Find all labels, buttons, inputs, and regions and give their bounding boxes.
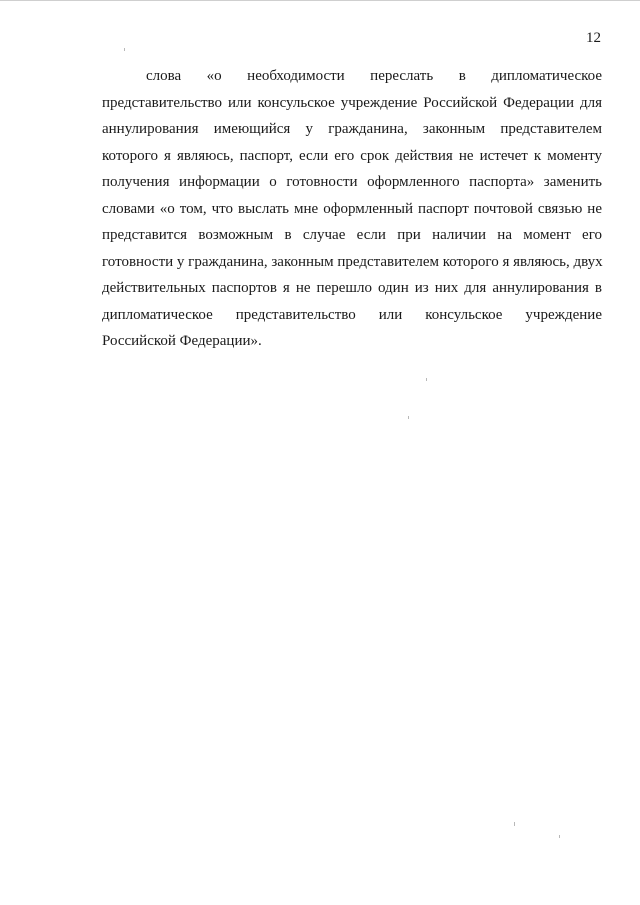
paragraph-line-5: получения информации о готовности оформленного паспорта» заменить <box>102 174 602 190</box>
paragraph-line-4: которого я являюсь, паспорт, если его срок действия не истечет к моменту <box>102 147 602 164</box>
page-number: 12 <box>586 30 601 46</box>
paragraph-line-7: представится возможным в случае если при наличии на момент его <box>102 227 602 243</box>
scan-speck <box>124 48 125 51</box>
body-paragraph <box>102 63 602 355</box>
paragraph-line-9: действительных паспортов я не перешло один из них для аннулирования в <box>102 280 602 296</box>
paragraph-line-2: представительство или консульское учреждение Российской Федерации для <box>102 94 602 111</box>
scan-speck <box>408 416 409 419</box>
page-top-edge <box>0 0 640 1</box>
paragraph-line-1: слова «о необходимости переслать в дипломатическое <box>146 68 602 84</box>
paragraph-line-10: дипломатическое представительство или консульское учреждение <box>102 306 602 323</box>
paragraph-line-3: аннулирования имеющийся у гражданина, законным представителем <box>102 121 602 137</box>
scan-speck <box>426 378 427 381</box>
scan-speck <box>514 822 515 826</box>
paragraph-line-11: Российской Федерации». <box>102 333 262 349</box>
paragraph-line-6: словами «о том, что выслать мне оформленный паспорт почтовой связью не <box>102 200 602 217</box>
scan-speck <box>559 835 560 838</box>
paragraph-line-8: готовности у гражданина, законным представителем которого я являюсь, двух <box>102 253 603 270</box>
